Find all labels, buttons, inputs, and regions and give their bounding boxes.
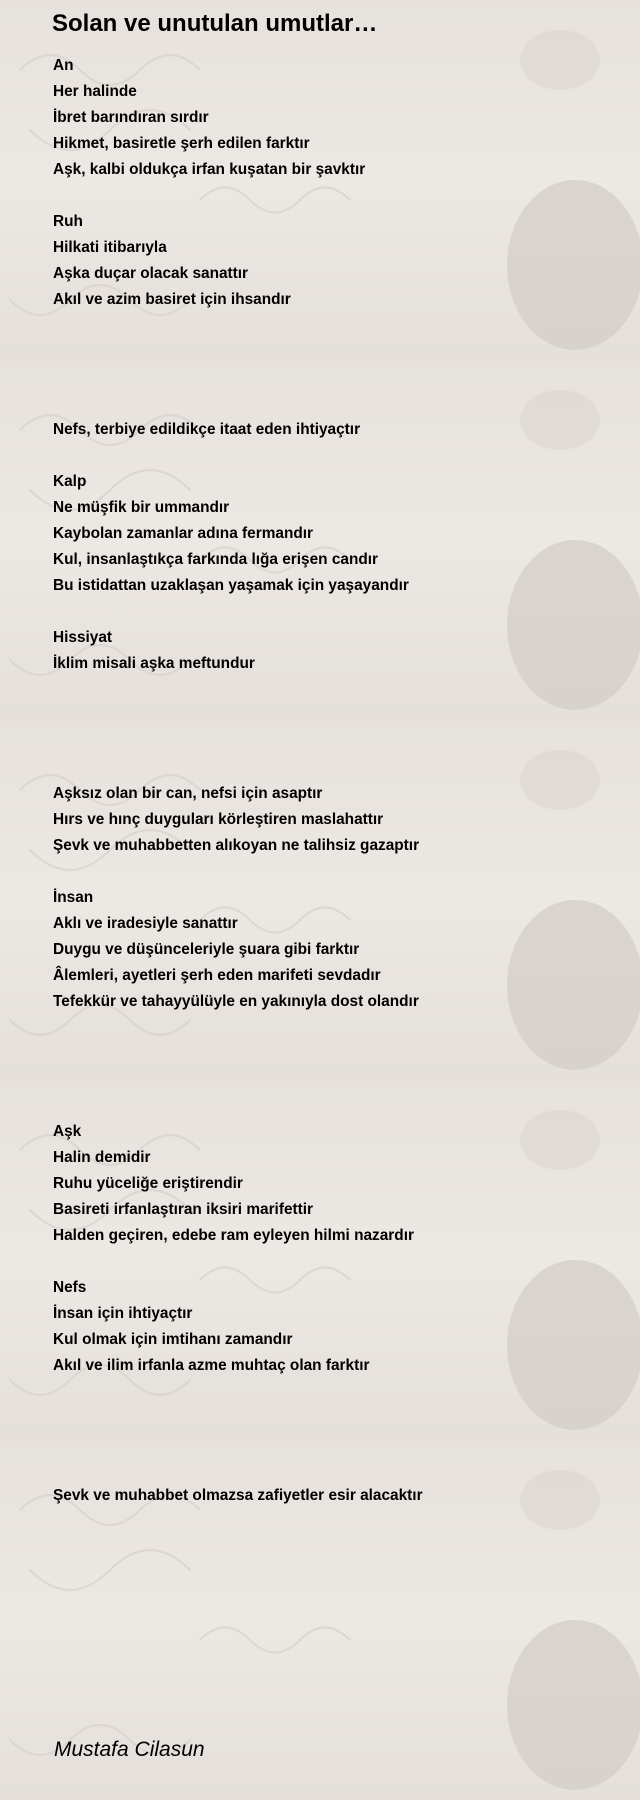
poem-line bbox=[53, 703, 613, 729]
poem-line bbox=[53, 1457, 613, 1483]
poem-line: Duygu ve düşünceleriyle şuara gibi farktır bbox=[53, 941, 360, 958]
poem-line bbox=[53, 1405, 613, 1431]
poem-line: Akıl ve ilim irfanla azme muhtaç olan farktır bbox=[53, 1357, 370, 1374]
poem-line: Hırs ve hınç duyguları körleştiren maslahattır bbox=[53, 811, 384, 828]
poem-line: Hikmet, basiretle şerh edilen farktır bbox=[53, 135, 310, 152]
poem-line: Şevk ve muhabbet olmazsa zafiyetler esir alacaktır bbox=[53, 1487, 423, 1504]
poem-line: Aşk bbox=[53, 1123, 82, 1140]
poem-line bbox=[53, 677, 613, 703]
poem-line: Bu istidattan uzaklaşan yaşamak için yaşayandır bbox=[53, 577, 409, 594]
poem-line: İbret barındıran sırdır bbox=[53, 109, 209, 126]
poem-line: Hissiyat bbox=[53, 629, 113, 646]
poem-line bbox=[53, 1067, 613, 1093]
poem-line: Ruh bbox=[53, 213, 83, 230]
poem-line bbox=[53, 729, 613, 755]
poem-title: Solan ve unutulan umutlar… bbox=[52, 10, 378, 37]
poem-line bbox=[53, 339, 613, 365]
poem-line: An bbox=[53, 57, 74, 74]
poem-line bbox=[53, 1041, 613, 1067]
poem-line: Âlemleri, ayetleri şerh eden marifeti sevdadır bbox=[53, 967, 381, 984]
poem-line bbox=[53, 365, 613, 391]
poem-line bbox=[53, 1379, 613, 1405]
poem-line bbox=[53, 1093, 613, 1119]
poem-line bbox=[53, 1431, 613, 1457]
poem-line: Aşksız olan bir can, nefsi için asaptır bbox=[53, 785, 323, 802]
poem-line bbox=[53, 443, 613, 469]
poem-line: Kul olmak için imtihanı zamandır bbox=[53, 1331, 293, 1348]
poem-line: Tefekkür ve tahayyülüyle en yakınıyla dost olandır bbox=[53, 993, 419, 1010]
poem-line: Aşk, kalbi oldukça irfan kuşatan bir şavktır bbox=[53, 161, 366, 178]
poem-line: Nefs, terbiye edildikçe itaat eden ihtiyaçtır bbox=[53, 421, 361, 438]
poem-line bbox=[53, 183, 613, 209]
poem-line: Kalp bbox=[53, 473, 87, 490]
poem-line: Halden geçiren, edebe ram eyleyen hilmi nazardır bbox=[53, 1227, 414, 1244]
poem-author: Mustafa Cilasun bbox=[54, 1738, 205, 1761]
poem-line: Hilkati itibarıyla bbox=[53, 239, 167, 256]
poem-line bbox=[53, 859, 613, 885]
poem-line: Her halinde bbox=[53, 83, 137, 100]
poem-line bbox=[53, 755, 613, 781]
poem-line: Ruhu yüceliğe eriştirendir bbox=[53, 1175, 243, 1192]
poem-line: Akıl ve azim basiret için ihsandır bbox=[53, 291, 291, 308]
poem-body bbox=[53, 53, 613, 1509]
poem-line bbox=[53, 391, 613, 417]
poem-line: Ne müşfik bir ummandır bbox=[53, 499, 230, 516]
poem-line: İklim misali aşka meftundur bbox=[53, 655, 255, 672]
poem-line: İnsan bbox=[53, 889, 94, 906]
poem-line: Aşka duçar olacak sanattır bbox=[53, 265, 249, 282]
poem-line: Aklı ve iradesiyle sanattır bbox=[53, 915, 238, 932]
poem-line: Halin demidir bbox=[53, 1149, 151, 1166]
poem-line bbox=[53, 1249, 613, 1275]
poem-line: Basireti irfanlaştıran iksiri marifettir bbox=[53, 1201, 314, 1218]
poem-line: Kul, insanlaştıkça farkında lığa erişen candır bbox=[53, 551, 379, 568]
poem-line: Nefs bbox=[53, 1279, 87, 1296]
poem-line: Kaybolan zamanlar adına fermandır bbox=[53, 525, 314, 542]
poem-line: İnsan için ihtiyaçtır bbox=[53, 1305, 193, 1322]
poem-line: Şevk ve muhabbetten alıkoyan ne talihsiz gazaptır bbox=[53, 837, 420, 854]
poem-line bbox=[53, 313, 613, 339]
poem-line bbox=[53, 1015, 613, 1041]
poem-line bbox=[53, 599, 613, 625]
